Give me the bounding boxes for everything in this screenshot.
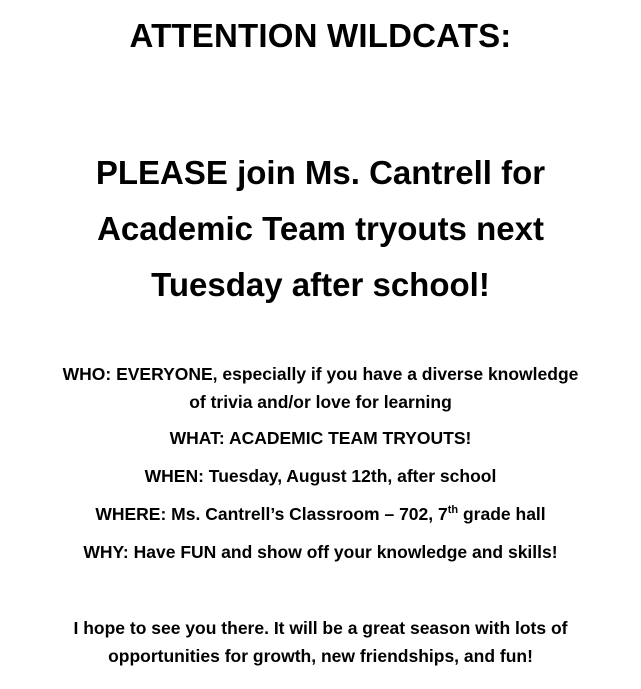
who-detail bbox=[20, 360, 621, 416]
closing-line-2: opportunities for growth, new friendships, and fun! bbox=[108, 646, 533, 666]
who-line-1: WHO: EVERYONE, especially if you have a diverse knowledge bbox=[62, 364, 579, 384]
closing-message bbox=[20, 614, 621, 670]
where-text-before: WHERE: Ms. Cantrell’s Classroom – 702, 7 bbox=[95, 504, 448, 524]
where-ordinal-superscript: th bbox=[447, 504, 459, 516]
where-text-after: grade hall bbox=[458, 504, 546, 524]
invitation-block bbox=[20, 145, 621, 313]
closing-line-1: I hope to see you there. It will be a great season with lots of bbox=[73, 618, 568, 638]
invitation-line-1: PLEASE join Ms. Cantrell for bbox=[95, 154, 546, 191]
invitation-line-2: Academic Team tryouts next bbox=[97, 210, 544, 247]
what-detail: WHAT: ACADEMIC TEAM TRYOUTS! bbox=[169, 428, 472, 448]
where-detail bbox=[20, 500, 621, 528]
why-detail: WHY: Have FUN and show off your knowledge and skills! bbox=[83, 542, 558, 562]
flyer-heading: ATTENTION WILDCATS: bbox=[129, 17, 512, 54]
when-detail: WHEN: Tuesday, August 12th, after school bbox=[144, 466, 497, 486]
who-line-2: of trivia and/or love for learning bbox=[189, 392, 452, 412]
invitation-line-3: Tuesday after school! bbox=[151, 266, 490, 303]
